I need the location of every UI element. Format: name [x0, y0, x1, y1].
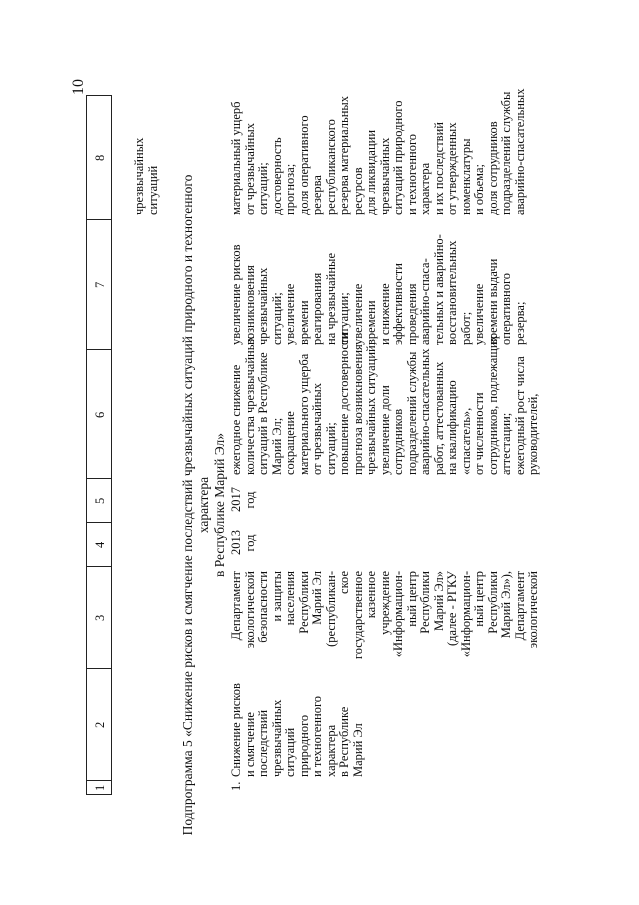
subprogram-title: Подпрограмма 5 «Снижение рисков и смягчение последствий чрезвычайных ситуаций природного и техногенного характера в Республике Марий Эл» [180, 174, 227, 836]
column-number: 6 [93, 411, 107, 418]
table-top-border [86, 95, 87, 795]
row-start-year: 2013 год [229, 530, 257, 555]
row-name-cell: Снижение рисков и смягчение последствий чрезвычайных ситуаций природного и техногенного характера в Республике Марий Эл [229, 683, 365, 777]
col-divider [86, 668, 111, 669]
row-end-year: 2017 год [229, 487, 257, 512]
column-number: 1 [93, 784, 107, 791]
table-header-border [111, 95, 112, 795]
row-executor-cell: Департамент экологической безопасности и защиты населения Республики Марий Эл (республикан- ское государственное казенное учреждение «Информацион- ный центр Республики Марий Эл» (далее - РГКУ «Информацион- ный центр Республики Марий Эл»), Департамент экологической [229, 571, 540, 660]
col-divider [86, 522, 111, 523]
page-number: 10 [70, 79, 87, 95]
column-number: 8 [93, 154, 107, 161]
column-number: 3 [93, 614, 107, 621]
row-number: 1. [229, 781, 243, 791]
col-divider [86, 566, 111, 567]
col-divider [86, 95, 111, 96]
col-divider [86, 478, 111, 479]
col-divider [86, 349, 111, 350]
column-number: 7 [93, 281, 107, 288]
row-consequences-cell: увеличение рисков возникновения чрезвычайных ситуаций; увеличение времени реагирования на чрезвычайные ситуации; увеличение времени и снижение эффективности проведения аварийно-спаса- тельных и аварийно- восстановительных работ; увеличение времени выдачи оперативного резерва; [229, 234, 527, 345]
row-indicators-cell: материальный ущерб от чрезвычайных ситуаций; достоверность прогноза; доля оперативного резерва республиканского резерва материальных ресурсов для ликвидации чрезвычайных ситуаций природного и техногенного характера и их последствий от утвержденных номенклатуры и объема; доля сотрудников подразделений службы аварийно-спасательных [229, 88, 527, 215]
column-number: 5 [93, 497, 107, 504]
row-result-cell: ежегодное снижение количества чрезвычайных ситуаций в Республике Марий Эл; сокращение материального ущерба от чрезвычайных ситуаций; повышение достоверности прогноза возникновения чрезвычайных ситуаций; увеличение доли сотрудников подразделений службы аварийно-спасательных работ, аттестованных на квалификацию «спасатель», от численности сотрудников, подлежащих аттестации; ежегодный рост числа руководителей, [229, 331, 540, 475]
col-divider [86, 780, 111, 781]
col-divider [86, 219, 111, 220]
prev-row-col8: чрезвычайных ситуаций [132, 137, 160, 215]
column-number: 2 [93, 721, 107, 728]
col-divider [86, 794, 111, 795]
column-number: 4 [93, 541, 107, 548]
